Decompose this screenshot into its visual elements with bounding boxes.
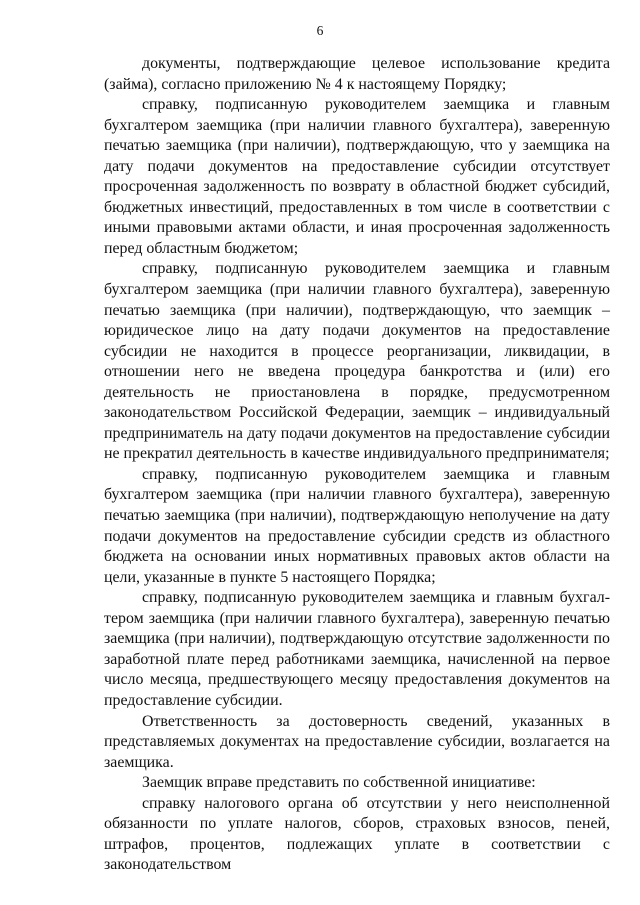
paragraph-responsibility: Ответственность за достоверность сведений, указанных в представляемых документах на предоставление субсидии, возлагается на заемщика.: [104, 712, 610, 771]
paragraph-no-reorganization-certificate: справку, подписанную руководителем заемщика и главным бухгалтером заемщика (при наличии главного бухгалтера), заверенную печатью заемщика (при наличии), подтверждающую, что заемщик – юридическое лицо на дату подачи документов на предоставление субсидии не находится в процессе реорганизации, ликвидации, в отношении него не введена процедура банкротства и (или) его деятельность не приостановлена в порядке, предусмотренном законодательством Российской Федерации, заемщик – индивидуальный предприниматель на дату подачи документов на предоставление субсидии не прекратил деятельность в качестве индивидуального предпринимателя;: [104, 260, 610, 463]
paragraph-no-other-funding-certificate: справку, подписанную руководителем заемщика и главным бухгалтером заемщика (при наличии главного бухгалтера), заверенную печатью заемщика (при наличии), подтверждающую неполучение на дату подачи документов на предоставление субсидии средств из областного бюджета на основании иных нормативных правовых актов области на цели, указанные в пункте 5 настоящего Порядка;: [104, 465, 610, 586]
paragraph-own-initiative: Заемщик вправе представить по собственной инициативе:: [142, 774, 536, 792]
page-number: 6: [316, 23, 324, 38]
paragraph-no-salary-arrears-certificate: справку, подписанную руководителем заемщика и главным бухгалтером заемщика (при наличии главного бухгалтера), заверенную печатью заемщика (при наличии), подтверждающую отсутствие задолженности по заработной плате перед работниками заемщика, начисленной на первое число месяца, предшествующего месяцу предоставления документов на предоставление субсидии.: [104, 589, 610, 709]
paragraph-no-overdue-debt-certificate: справку, подписанную руководителем заемщика и главным бухгалтером заемщика (при наличии главного бухгалтера), заверенную печатью заемщика (при наличии), подтверждающую, что у заемщика на дату подачи документов на предоставление субсидии отсутствует просроченная задолженность по возврату в областной бюджет субсидий, бюджетных инвестиций, предоставленных в том числе в соответствии с иными правовыми актами области, и иная просроченная задолженность перед областным бюджетом;: [104, 96, 610, 257]
document-body: [104, 54, 610, 876]
paragraph-purpose-documents: документы, подтверждающие целевое использование кредита (займа), согласно приложению № 4 к настоящему Порядку;: [104, 55, 610, 93]
paragraph-tax-certificate: справку налогового органа об отсутствии у него неисполненной обязанности по уплате налогов, сборов, страховых взносов, пеней, штрафов, процентов, подлежащих уплате в соответствии с законодательством: [104, 794, 610, 874]
